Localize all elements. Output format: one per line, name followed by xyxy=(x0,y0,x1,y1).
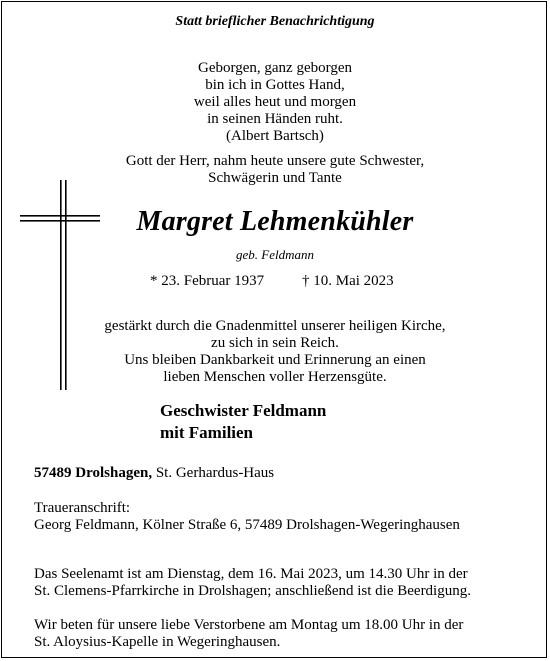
notice-header: Statt brieflicher Benachrichtigung xyxy=(175,14,375,29)
closing-line: lieben Menschen voller Herzensgüte. xyxy=(163,369,387,385)
maiden-name: geb. Feldmann xyxy=(236,247,314,262)
birth-date: * 23. Februar 1937 xyxy=(150,273,265,289)
mourning-address xyxy=(34,500,460,534)
signer-line: mit Familien xyxy=(160,423,254,442)
address-value: Georg Feldmann, Kölner Straße 6, 57489 Drolshagen-Wegeringhausen xyxy=(34,517,460,533)
poem xyxy=(0,60,550,145)
place-town: 57489 Drolshagen, xyxy=(34,465,153,481)
address-label: Traueranschrift: xyxy=(34,500,131,516)
poem-line: bin ich in Gottes Hand, xyxy=(205,77,345,93)
closing-line: gestärkt durch die Gnadenmittel unserer heiligen Kirche, xyxy=(104,318,446,334)
deceased-name: Margret Lehmenkühler xyxy=(136,206,414,237)
signers xyxy=(160,400,326,444)
prayer-line: Wir beten für unsere liebe Verstorbene am Montag um 18.00 Uhr in der xyxy=(34,617,464,633)
place xyxy=(34,465,274,482)
prayer-info xyxy=(34,617,463,651)
poem-line: in seinen Händen ruht. xyxy=(207,111,343,127)
poem-line: Geborgen, ganz geborgen xyxy=(198,60,352,76)
funeral-line: St. Clemens-Pfarrkirche in Drolshagen; anschließend ist die Beerdigung. xyxy=(34,583,471,599)
prayer-line: St. Aloysius-Kapelle in Wegeringhausen. xyxy=(34,634,281,650)
place-venue: St. Gerhardus-Haus xyxy=(152,465,275,481)
closing-line: zu sich in sein Reich. xyxy=(211,335,339,351)
funeral-info xyxy=(34,566,471,600)
intro-line: Schwägerin und Tante xyxy=(208,170,342,186)
poem-author: (Albert Bartsch) xyxy=(226,128,324,144)
death-date: † 10. Mai 2023 xyxy=(302,273,394,289)
signer-line: Geschwister Feldmann xyxy=(160,401,327,420)
funeral-line: Das Seelenamt ist am Dienstag, dem 16. Mai 2023, um 14.30 Uhr in der xyxy=(34,566,468,582)
closing-line: Uns bleiben Dankbarkeit und Erinnerung an einen xyxy=(124,352,426,368)
closing-text xyxy=(0,318,550,386)
poem-line: weil alles heut und morgen xyxy=(193,94,357,110)
intro-line: Gott der Herr, nahm heute unsere gute Schwester, xyxy=(125,153,425,169)
